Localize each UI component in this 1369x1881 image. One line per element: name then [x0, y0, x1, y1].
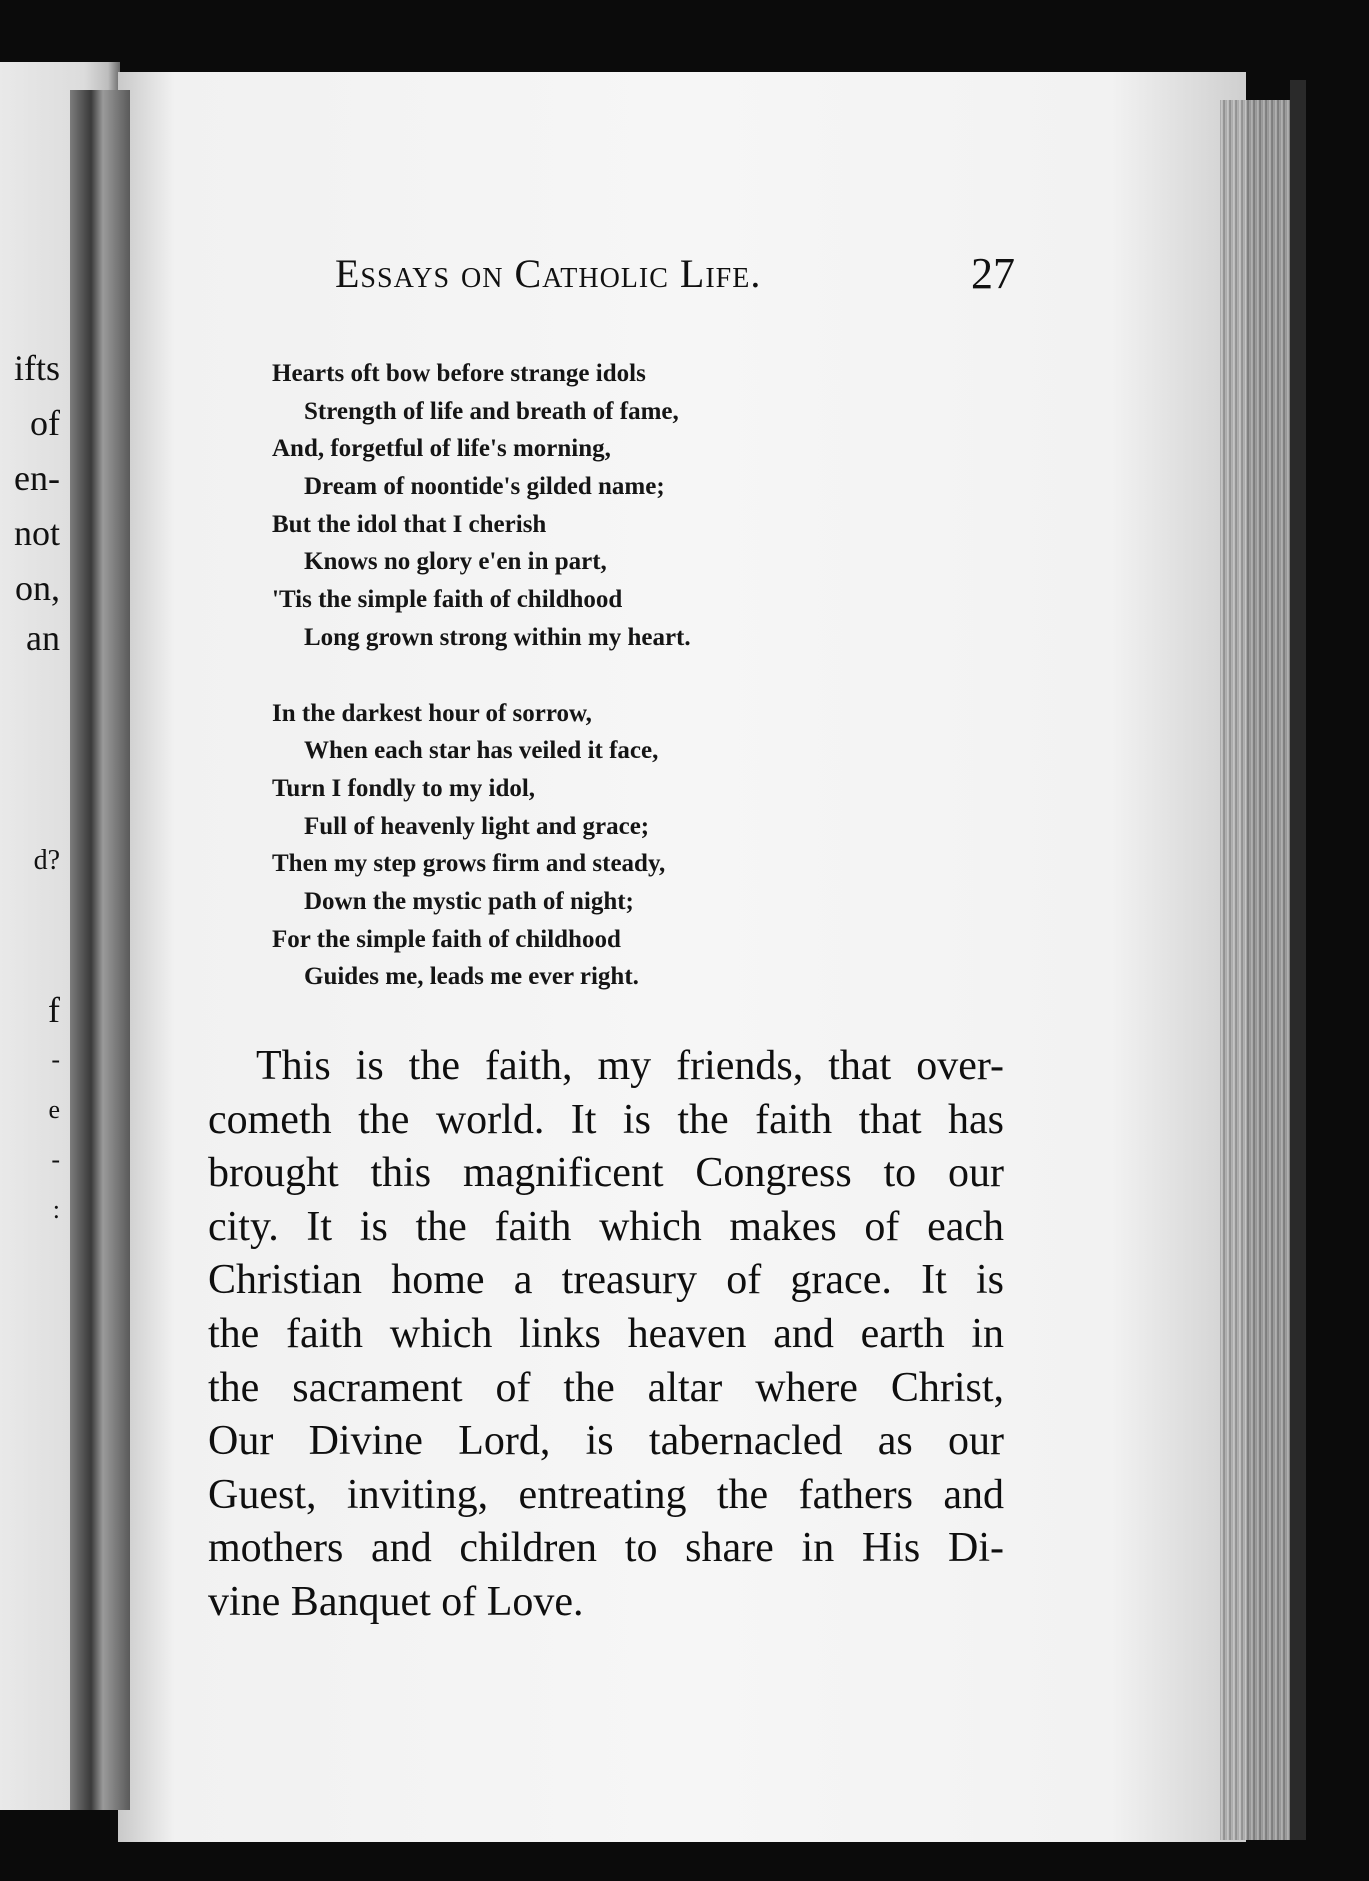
paragraph-line: This is the faith, my friends, that over- — [256, 1043, 1004, 1089]
poem-line: Turn I fondly to my idol, — [272, 774, 536, 802]
poem-line: 'Tis the simple faith of childhood — [272, 586, 623, 614]
running-head — [335, 250, 1015, 310]
facing-page-text: an — [26, 620, 60, 656]
facing-page-text: e — [48, 1097, 60, 1123]
paragraph-line: brought this magnificent Congress to our — [208, 1150, 1004, 1197]
facing-page-text: f — [48, 992, 60, 1028]
poem-line: And, forgetful of life's morning, — [272, 435, 611, 463]
poem-stanza — [272, 695, 872, 997]
poem-line: In the darkest hour of sorrow, — [272, 699, 592, 727]
poem-line: Dream of noontide's gilded name; — [304, 473, 665, 501]
paragraph-line: Our Divine Lord, is tabernacled as our — [208, 1418, 1004, 1465]
poem-line: Then my step grows firm and steady, — [272, 850, 666, 878]
facing-page-text: - — [51, 1047, 60, 1073]
page-gutter — [70, 90, 130, 1810]
facing-page-text: of — [30, 405, 60, 441]
paragraph-line: mothers and children to share in His Di- — [208, 1525, 1004, 1572]
facing-page-text: - — [51, 1147, 60, 1173]
facing-page-text: en- — [14, 460, 60, 496]
facing-page-text: on, — [15, 570, 60, 606]
poem-line: Knows no glory e'en in part, — [304, 548, 607, 576]
book-cover-edge — [1290, 80, 1306, 1840]
body-paragraph — [208, 1040, 1004, 1630]
poem-line: Full of heavenly light and grace; — [304, 812, 650, 840]
facing-page-text: not — [13, 515, 60, 551]
paragraph-line: city. It is the faith which makes of each — [208, 1203, 1004, 1250]
poem-line: Down the mystic path of night; — [304, 887, 634, 915]
paragraph-line: vine Banquet of Love. — [208, 1578, 584, 1625]
poem-line: Guides me, leads me ever right. — [304, 963, 639, 991]
paragraph-line: the faith which links heaven and earth in — [208, 1310, 1004, 1357]
running-title: Essays on Catholic Life. — [335, 251, 762, 296]
paragraph-line: cometh the world. It is the faith that has — [208, 1096, 1004, 1143]
page-number: 27 — [971, 249, 1015, 298]
poem-line: When each star has veiled it face, — [304, 737, 659, 765]
facing-page-text: d? — [33, 847, 60, 875]
paragraph-line: Guest, inviting, entreating the fathers and — [208, 1471, 1004, 1518]
paragraph-line: the sacrament of the altar where Christ, — [208, 1364, 1004, 1411]
poem-line: But the idol that I cherish — [272, 510, 547, 538]
facing-page-text: ifts — [13, 350, 60, 386]
poem-line: For the simple faith of childhood — [272, 925, 621, 953]
facing-page-text: : — [52, 1197, 60, 1223]
poem-line: Hearts oft bow before strange idols — [272, 360, 646, 387]
poem-stanza — [272, 355, 872, 657]
poem — [272, 355, 872, 996]
poem-line: Strength of life and breath of fame, — [304, 397, 679, 425]
paragraph-line: Christian home a treasury of grace. It is — [208, 1257, 1004, 1304]
page-edges — [1220, 100, 1298, 1840]
poem-line: Long grown strong within my heart. — [304, 623, 691, 651]
